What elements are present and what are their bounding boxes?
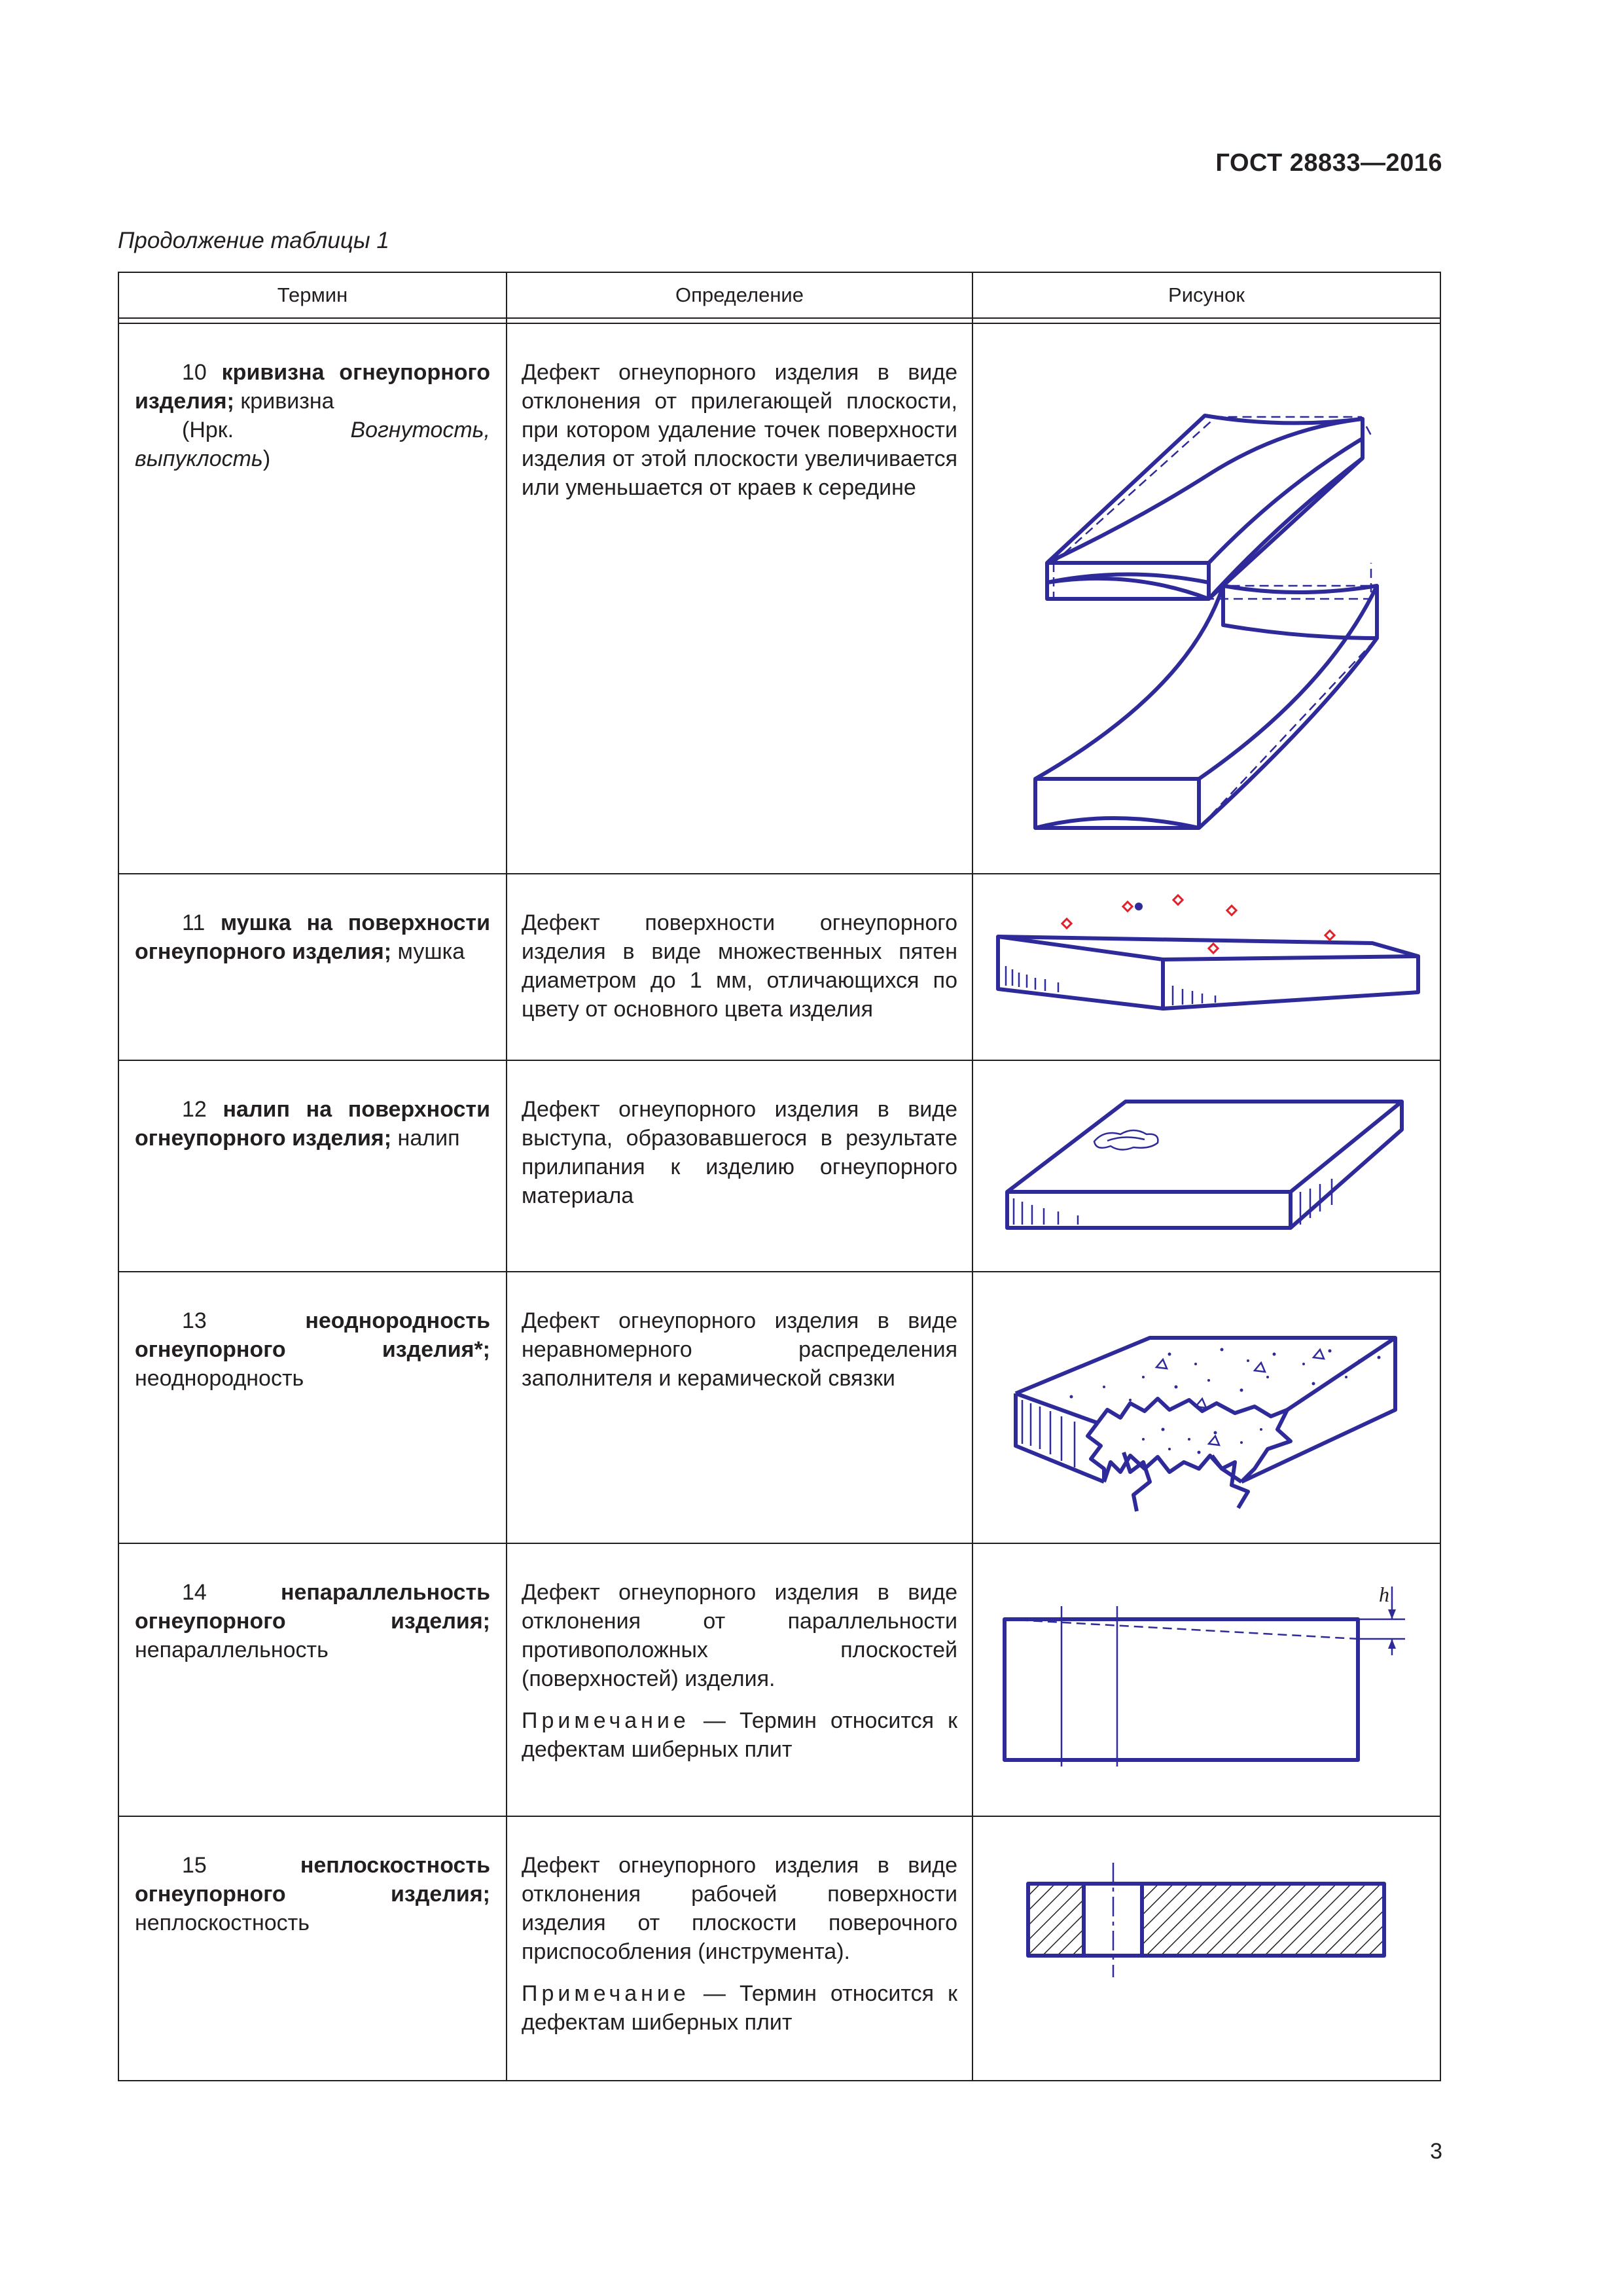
term-number: 14 xyxy=(182,1580,207,1605)
figure-cell xyxy=(972,1060,1440,1272)
term-cell xyxy=(118,1543,507,1816)
table-row xyxy=(118,1060,1440,1272)
terms-table xyxy=(118,272,1441,2081)
term-short: мушка xyxy=(391,939,465,964)
term-cell xyxy=(118,1816,507,2081)
column-header-definition: Определение xyxy=(507,272,972,318)
definition-text: Дефект огнеупорного изделия в виде отклонения от параллельности противоположных плоскостей (поверхностей) изделия. xyxy=(522,1580,957,1691)
definition-note: Примечание — Термин относится к дефектам шиберных плит xyxy=(522,1981,957,2035)
page-number: 3 xyxy=(1430,2139,1442,2164)
definition-cell: Дефект огнеупорного изделия в виде отклонения от прилегающей плоскости, при котором удаление точек поверхности изделия от этой плоскости увеличивается или уменьшается от краев к середине xyxy=(507,323,972,874)
figure-cell xyxy=(972,1543,1440,1816)
term-short: неоднородность xyxy=(135,1366,304,1391)
table-row xyxy=(118,1543,1440,1816)
definition-cell: Дефект огнеупорного изделия в виде выступа, образовавшегося в результате прилипания к изделию огнеупорного материала xyxy=(507,1060,972,1272)
table-header-row xyxy=(118,272,1440,318)
table-row xyxy=(118,323,1440,874)
term-cell xyxy=(118,323,507,874)
table-row xyxy=(118,1816,1440,2081)
definition-text: Дефект огнеупорного изделия в виде отклонения рабочей поверхности изделия от плоскости поверочного приспособления (инструмента). xyxy=(522,1853,957,1964)
term-nonstandard: (Нрк. Вогнутость, выпуклость) xyxy=(135,418,490,471)
term-number: 12 xyxy=(182,1097,207,1122)
figure-cell xyxy=(972,1816,1440,2081)
table-continuation-caption: Продолжение таблицы 1 xyxy=(118,228,389,253)
term-cell xyxy=(118,1060,507,1272)
column-header-term: Термин xyxy=(118,272,507,318)
term-short: кривизна xyxy=(234,389,334,414)
adhesion-figure xyxy=(973,1061,1441,1271)
term-number: 13 xyxy=(182,1308,207,1333)
term-name: мушка на поверхности огнеупорного изделия; xyxy=(135,910,490,964)
definition-cell: Дефект огнеупорного изделия в виде неравномерного распределения заполнителя и керамической связки xyxy=(507,1272,972,1543)
term-name: неоднородность огнеупорного изделия*; xyxy=(135,1308,490,1362)
figure-cell xyxy=(972,323,1440,874)
term-name: неплоскостность огнеупорного изделия; xyxy=(135,1853,490,1907)
definition-note: Примечание — Термин относится к дефектам шиберных плит xyxy=(522,1708,957,1762)
term-short: налип xyxy=(391,1126,460,1151)
term-number: 11 xyxy=(182,910,205,935)
table-row xyxy=(118,1272,1440,1543)
term-cell xyxy=(118,874,507,1060)
definition-cell xyxy=(507,1543,972,1816)
document-code: ГОСТ 28833—2016 xyxy=(1215,149,1442,177)
column-header-figure: Рисунок xyxy=(972,272,1440,318)
term-cell xyxy=(118,1272,507,1543)
definition-cell: Дефект поверхности огнеупорного изделия в виде множественных пятен диаметром до 1 мм, отличающихся по цвету от основного цвета изделия xyxy=(507,874,972,1060)
svg-text:h: h xyxy=(1379,1583,1389,1606)
term-short: непараллельность xyxy=(135,1638,329,1662)
table-row xyxy=(118,874,1440,1060)
term-name: непараллельность огнеупорного изделия; xyxy=(135,1580,490,1634)
nonflatness-figure xyxy=(973,1817,1441,2080)
term-short: неплоскостность xyxy=(135,1910,310,1935)
curvature-figure xyxy=(973,324,1441,873)
definition-cell xyxy=(507,1816,972,2081)
figure-cell xyxy=(972,1272,1440,1543)
term-name: налип на поверхности огнеупорного изделия; xyxy=(135,1097,490,1151)
spots-figure xyxy=(973,874,1441,1060)
term-number: 10 xyxy=(182,360,207,385)
figure-cell xyxy=(972,874,1440,1060)
inhomogeneity-figure xyxy=(973,1272,1441,1543)
nonparallelism-figure xyxy=(973,1544,1441,1816)
term-number: 15 xyxy=(182,1853,207,1878)
term-name: кривизна огнеупорного изделия; xyxy=(135,360,490,414)
